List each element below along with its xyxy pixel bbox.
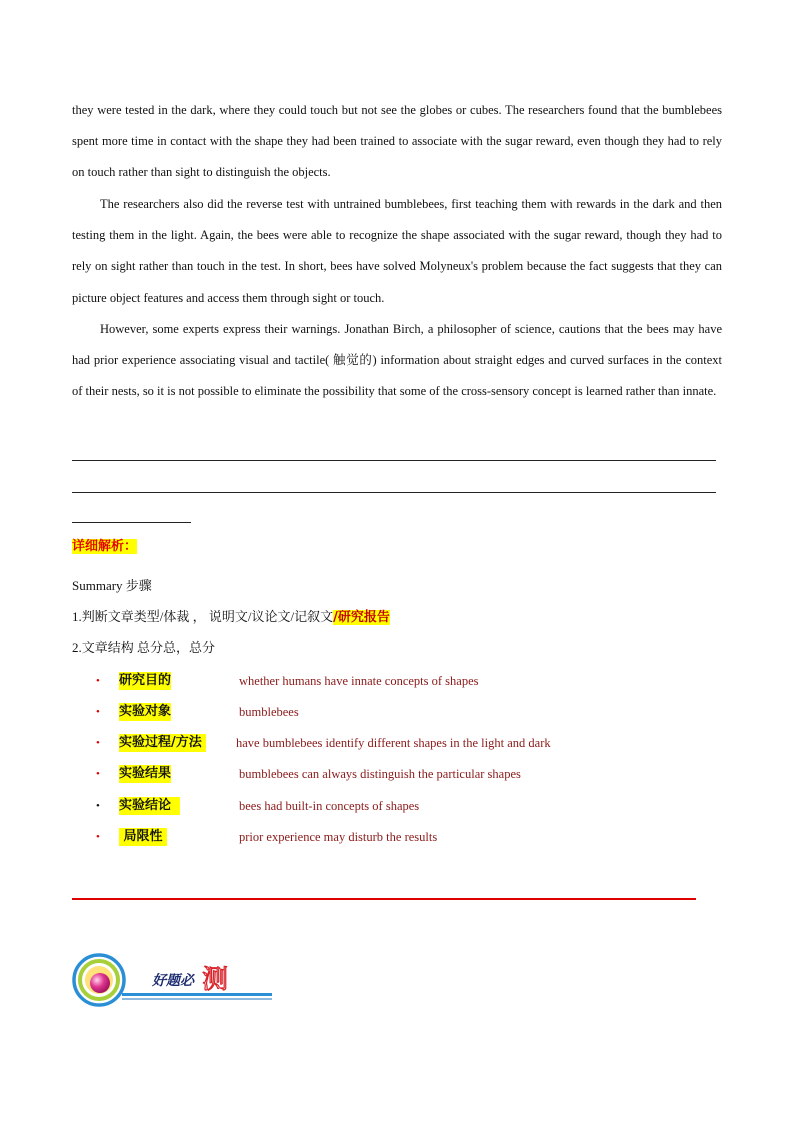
good-questions-logo	[72, 952, 276, 1008]
step-2-structure: 2.文章结构 总分总，总分	[72, 640, 216, 655]
section-divider	[72, 898, 696, 900]
analysis-title-text: 详细解析：	[72, 539, 138, 554]
bullet-value: bees had built-in concepts of shapes	[239, 799, 420, 813]
bullet-label: 研究目的	[119, 673, 172, 688]
bullet-row-conclusion	[96, 797, 716, 817]
logo-underline-blue	[122, 993, 272, 996]
bullet-value: have bumblebees identify different shapes in the light and dark	[236, 736, 551, 750]
bullet-icon: •	[96, 675, 100, 687]
bullet-label: 实验对象	[119, 704, 172, 719]
bullet-label: 实验结果	[119, 766, 172, 781]
bullet-icon: •	[96, 706, 100, 718]
analysis-title	[72, 538, 137, 556]
logo-text-small: 好题必	[152, 973, 194, 989]
passage-paragraph-2: The researchers also did the reverse test with untrained bumblebees, first teaching them with rewards in the dark and then testing them in the light. Again, the bees were able to recognize the shape associated with the sugar reward, though they had to rely on sight rather than touch in the test. In short, bees have solved Molyneux's problem because the fact suggests that they can picture object features and access them through sight or touch.	[72, 197, 722, 305]
bullet-icon: •	[96, 831, 100, 843]
bullet-row-purpose	[96, 672, 716, 692]
bullet-label: 实验结论	[119, 798, 181, 813]
bullet-label: 实验过程/方法	[119, 735, 207, 750]
bullet-icon: •	[96, 768, 100, 780]
bullet-row-process	[96, 734, 716, 754]
step-1-text-type	[72, 608, 390, 627]
bullet-row-result	[96, 765, 716, 785]
bullet-row-subject	[96, 703, 716, 723]
answer-line-1	[72, 460, 716, 461]
summary-steps-label: Summary 步骤	[72, 578, 152, 593]
bullet-value: whether humans have innate concepts of shapes	[239, 674, 479, 688]
step-1-highlight: /研究报告	[333, 610, 390, 625]
answer-line-3	[72, 522, 191, 523]
logo-pink-ball-icon	[90, 973, 110, 993]
step-1-prefix: 1.判断文章类型/体裁 ， 说明文/议论文/记叙文	[72, 609, 334, 624]
bullet-icon: •	[96, 737, 100, 749]
bullet-label: 局限性	[119, 829, 168, 844]
bullet-icon: •	[96, 800, 100, 812]
passage-paragraph-3: However, some experts express their warnings. Jonathan Birch, a philosopher of science, cautions that the bees may have had prior experience associating visual and tactile( 触觉的) information about straight edges and curved surfaces in the context of their nests, so it is not possible to eliminate the possibility that some of the cross-sensory concept is learned rather than innate.	[72, 322, 722, 399]
answer-line-2	[72, 492, 716, 493]
bullet-value: bumblebees	[239, 705, 299, 719]
passage-paragraph-1: they were tested in the dark, where they could touch but not see the globes or cubes. The researchers found that the bumblebees spent more time in contact with the shape they had been trained to associate with the sugar reward, even though they had to rely on touch rather than sight to distinguish the objects.	[72, 103, 722, 180]
bullet-value: bumblebees can always distinguish the particular shapes	[239, 767, 521, 781]
logo-text-big: 测	[202, 965, 229, 995]
logo-underline-light	[122, 998, 272, 1000]
bullet-row-limitation	[96, 828, 716, 848]
bullet-value: prior experience may disturb the results	[239, 830, 438, 844]
